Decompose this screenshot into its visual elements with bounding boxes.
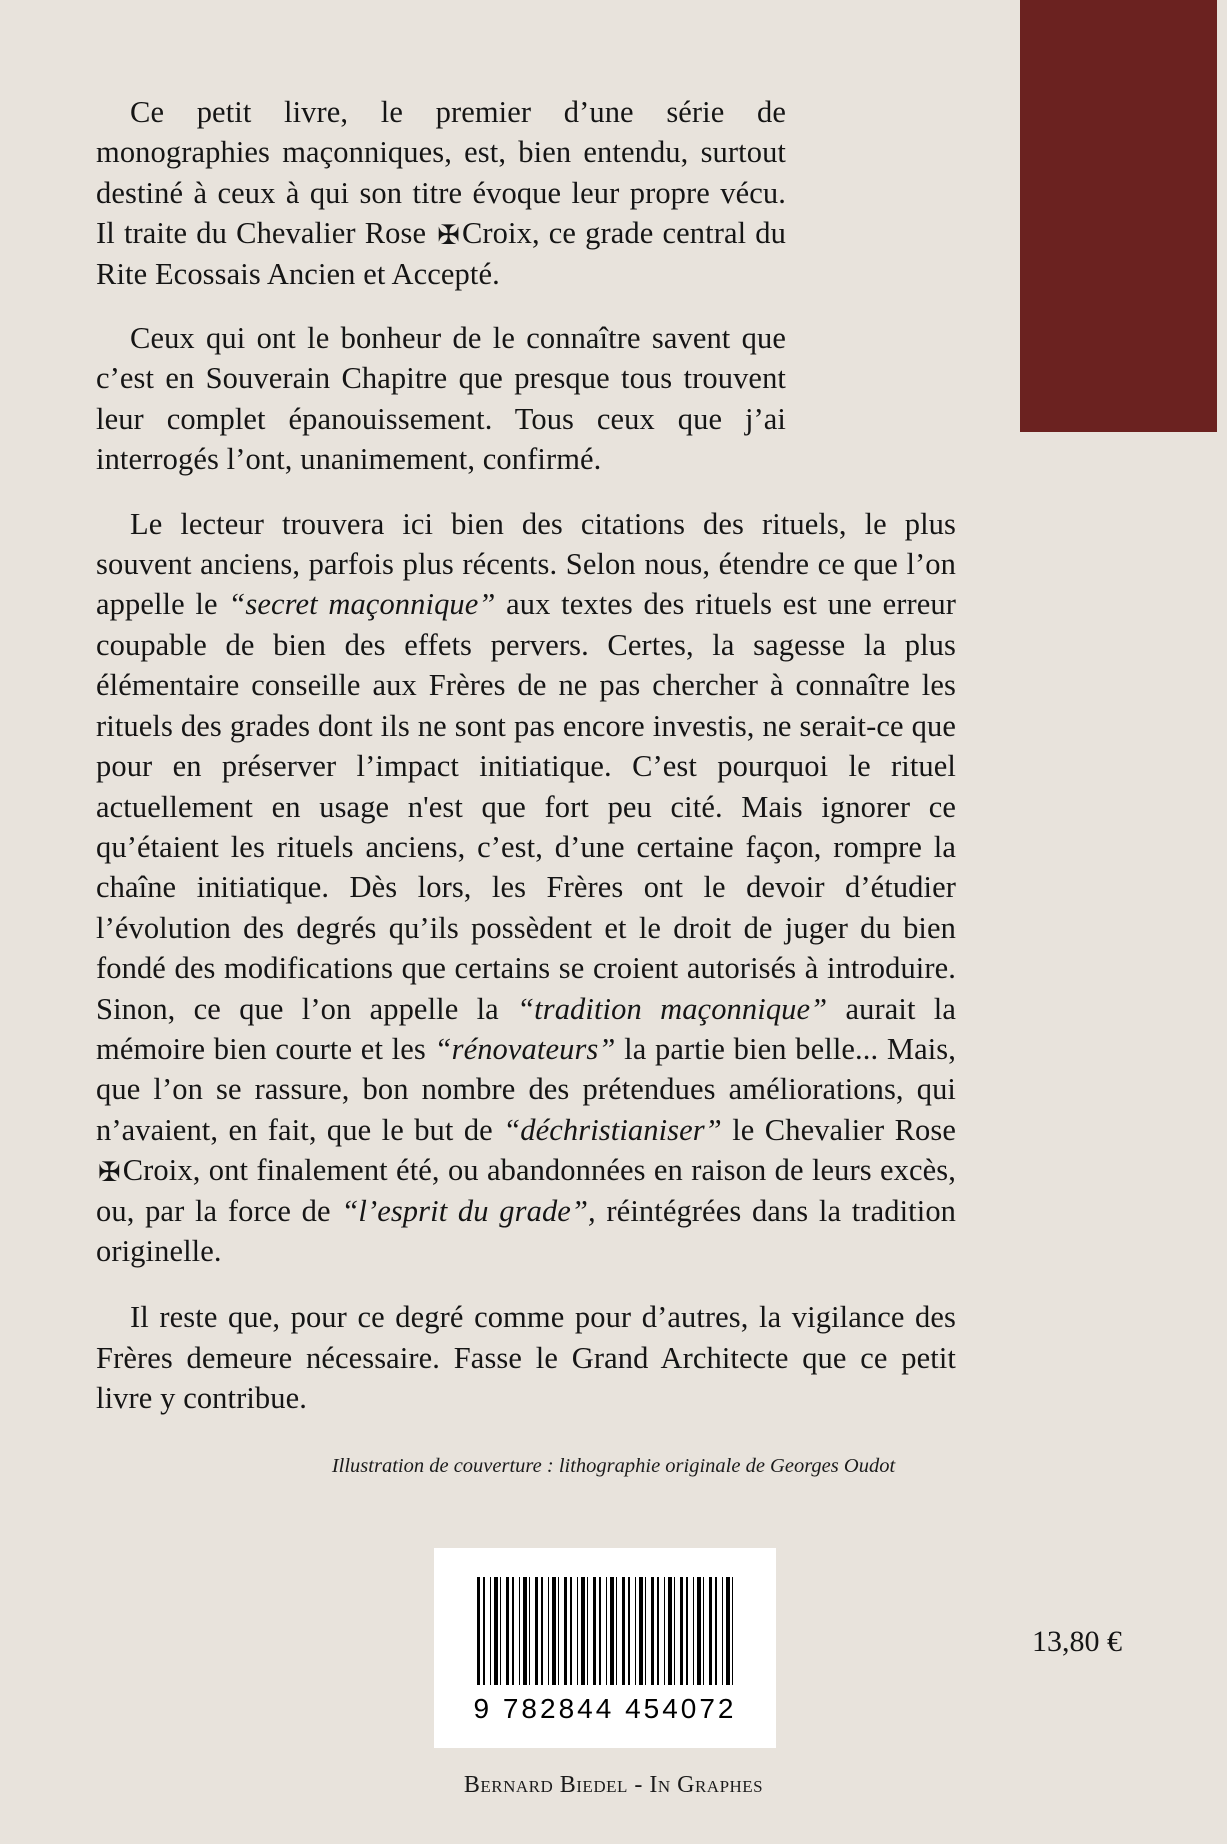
publisher-name: Bernard Biedel - In Graphes bbox=[463, 1772, 764, 1798]
cross-icon: ✠ bbox=[437, 220, 460, 251]
accent-edge-strip bbox=[1217, 0, 1227, 432]
blurb-text bbox=[96, 92, 1056, 1433]
barcode-bars bbox=[477, 1577, 733, 1685]
blurb-paragraph-3-part-g: réintégrées dans la tradition originelle. bbox=[96, 1193, 957, 1268]
quote-renovateurs: “rénovateurs” bbox=[434, 1031, 616, 1066]
blurb-paragraph-1-part-b: Croix, ce grade central du Rite Ecossais Ancien et Accepté. bbox=[96, 216, 786, 291]
barcode-number: 9 782844 454072 bbox=[473, 1693, 737, 1724]
blurb-paragraph-4: Il reste que, pour ce degré comme pour d’autres, la vigilance des Frères demeure nécessaire. Fasse le Grand Architecte que ce petit livre y contribue. bbox=[96, 1300, 956, 1416]
price-label: 13,80 € bbox=[1032, 1625, 1122, 1658]
blurb-paragraph-3-part-a: Le lecteur trouvera ici bien des citations des rituels, le plus souvent anciens, parfois plus récents. Selon nous, étendre ce que l’on appelle le bbox=[96, 506, 956, 622]
blurb-paragraph-3-part-b: aux textes des rituels est une erreur coupable de bien des effets pervers. Certes, la sagesse la plus élémentaire conseille aux Frères de ne pas chercher à connaître les rituels des grades dont ils ne sont pas encore investis, ne serait-ce que pour en préserver l’impact initiatique. C’est pourquoi le rituel actuellement en usage n'est que fort peu cité. Mais ignorer ce qu’étaient les rituels anciens, c’est, d’une certaine façon, rompre la chaîne initiatique. Dès lors, les Frères ont le devoir d’étudier l’évolution des degrés qu’ils possèdent et le droit de juger du bien fondé des modifications que certains se croient autorisés à introduire. Sinon, ce que l’on appelle la bbox=[96, 587, 956, 1026]
blurb-paragraph-1 bbox=[96, 92, 786, 294]
quote-esprit-du-grade: “l’esprit du grade”, bbox=[341, 1193, 596, 1228]
barcode bbox=[434, 1548, 776, 1748]
blurb-paragraph-3-part-d: la partie bien belle... Mais, que l’on se rassure, bon nombre des prétendues améliorations, qui n’avaient, en fait, que le but de bbox=[96, 1031, 956, 1147]
quote-tradition-maconnique: “tradition maçonnique” bbox=[517, 991, 828, 1026]
illustration-credit: Illustration de couverture : lithographie originale de Georges Oudot bbox=[331, 1455, 896, 1477]
quote-dechristianiser: “déchristianiser” bbox=[503, 1112, 722, 1147]
blurb-paragraph-2: Ceux qui ont le bonheur de le connaître savent que c’est en Souverain Chapitre que presque tous trouvent leur complet épanouissement. Tous ceux que j’ai interrogés l’ont, unanimement, confirmé. bbox=[96, 321, 786, 477]
blurb-paragraph-3 bbox=[96, 504, 956, 1272]
cross-icon-2: ✠ bbox=[98, 1157, 121, 1188]
blurb-paragraph-3-part-f: Croix, ont finalement été, ou abandonnées en raison de leurs excès, ou, par la force de bbox=[96, 1153, 956, 1228]
quote-secret-maconnique: “secret maçonnique” bbox=[228, 587, 496, 622]
blurb-paragraph-3-part-c: aurait la mémoire bien courte et les bbox=[96, 991, 956, 1066]
blurb-paragraph-3-part-e: le Chevalier Rose bbox=[732, 1112, 956, 1147]
blurb-paragraph-1-part-a: Ce petit livre, le premier d’une série de monographies maçonniques, est, bien entendu, surtout destiné à ceux à qui son titre évoque leur propre vécu. Il traite du Chevalier Rose bbox=[96, 95, 786, 251]
